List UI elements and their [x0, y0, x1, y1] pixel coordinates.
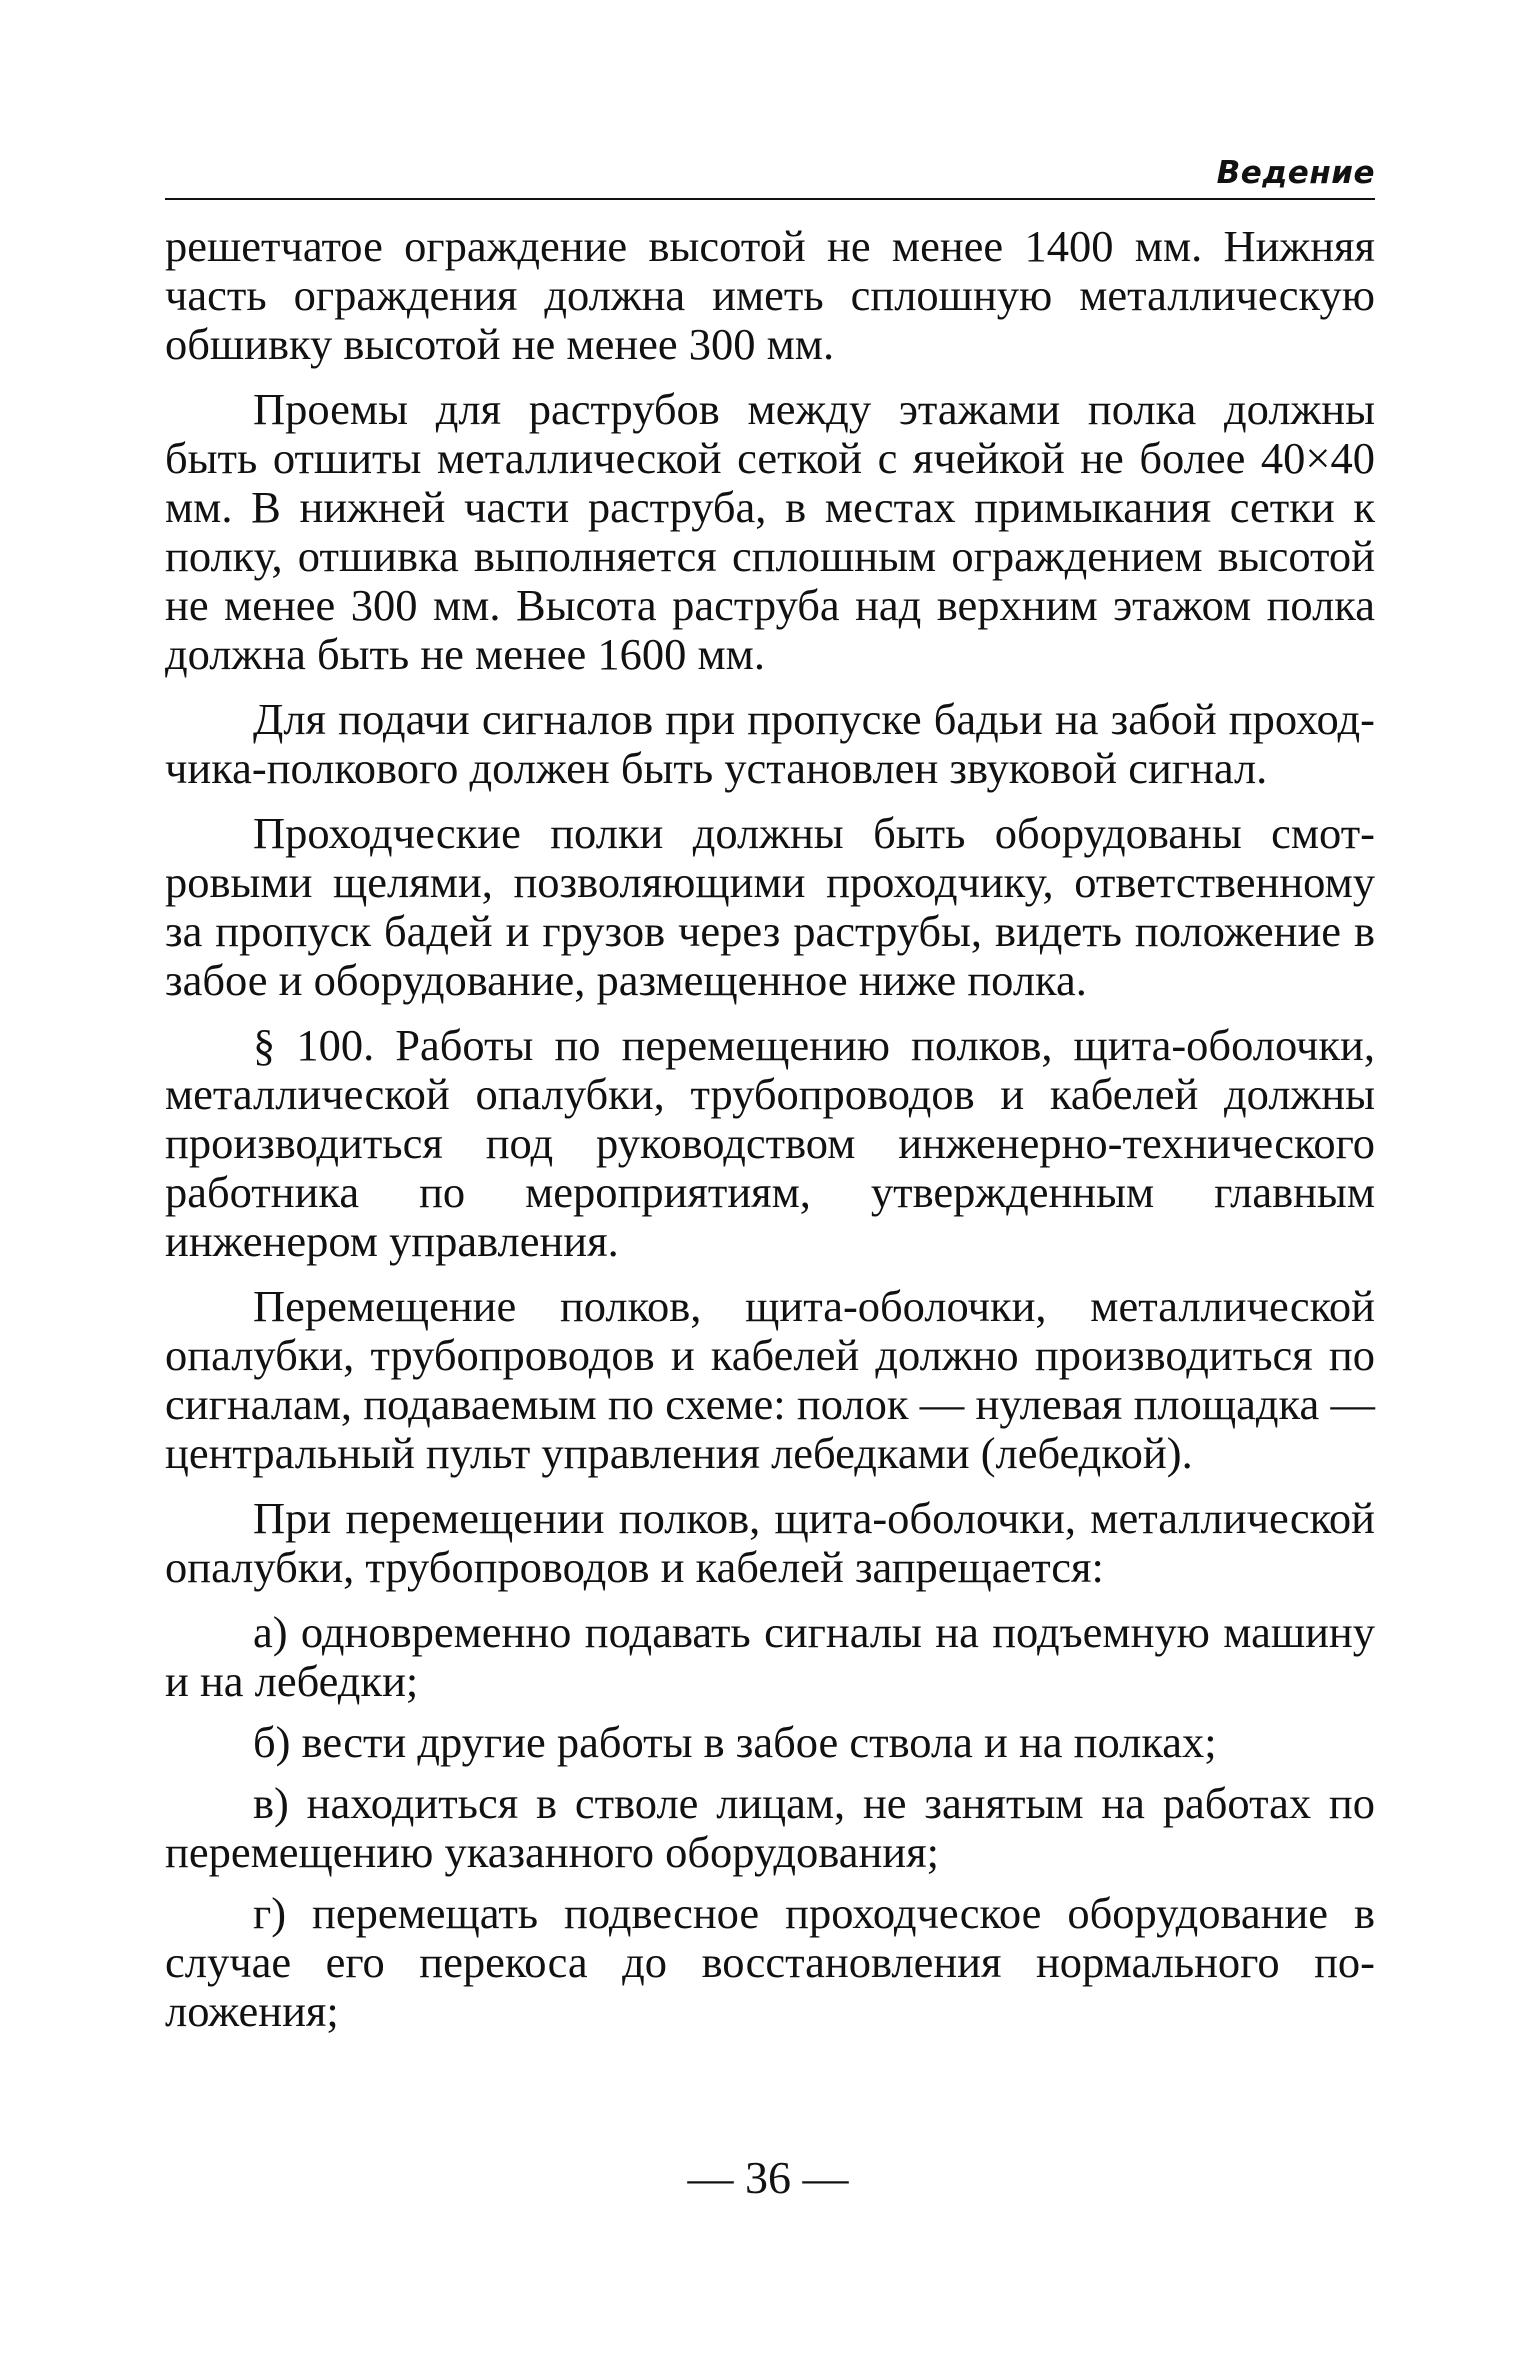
list-item-d: г) перемещать подвесное проходческое оборудование в случае его перекоса до восстановления нормального положения;: [165, 1888, 1375, 2036]
list-item-c: в) находиться в стволе лицам, не занятым на работах по перемещению указанного оборудования;: [165, 1778, 1375, 1877]
paragraph-2: Проемы для раструбов между этажами полка должны быть отшиты металлической сеткой с ячейкой не более 40×40 мм. В нижней части раструба, в местах примыкания сетки к полку, отшивка выполняется сплошным ограждением высотой не менее 300 мм. Высота раструба над верхним этажом полка должна быть не менее 1600 мм.: [165, 384, 1375, 679]
paragraph-7: При перемещении полков, щита-оболочки, металлической опалубки, трубопроводов и кабелей запрещается:: [165, 1493, 1375, 1592]
header-rule: [165, 198, 1375, 200]
paragraph-4: Проходческие полки должны быть оборудованы смотровыми щелями, позволяющими проходчику, ответственному за пропуск бадей и грузов через раструбы, видеть положение в забое и оборудование, размещенное ниже полка.: [165, 808, 1375, 1005]
running-header: Ведение: [1216, 155, 1375, 191]
paragraph-3: Для подачи сигналов при пропуске бадьи на забой проходчика-полкового должен быть установлен звуковой сигнал.: [165, 694, 1375, 793]
list-item-a: а) одновременно подавать сигналы на подъемную машину и на лебедки;: [165, 1607, 1375, 1706]
paragraph-5: § 100. Работы по перемещению полков, щита-оболочки, металлической опалубки, трубопроводов и кабелей должны производиться под руководством инженерно-технического работника по мероприятиям, утвержденным главным инженером управления.: [165, 1020, 1375, 1266]
page-number: — 36 —: [687, 2152, 849, 2203]
paragraph-1: решетчатое ограждение высотой не менее 1400 мм. Нижняя часть ограждения должна иметь сплошную металлическую обшивку высотой не менее 300 мм.: [165, 221, 1375, 369]
body-text: [165, 222, 1375, 2036]
list-item-b: б) вести другие работы в забое ствола и на полках;: [253, 1717, 1217, 1767]
paragraph-6: Перемещение полков, щита-оболочки, металлической опалубки, трубопроводов и кабелей должно производиться по сигналам, подаваемым по схеме: полок — нулевая площадка — центральный пульт управления лебедками (лебедкой).: [165, 1281, 1375, 1478]
book-page: [165, 150, 1375, 2048]
